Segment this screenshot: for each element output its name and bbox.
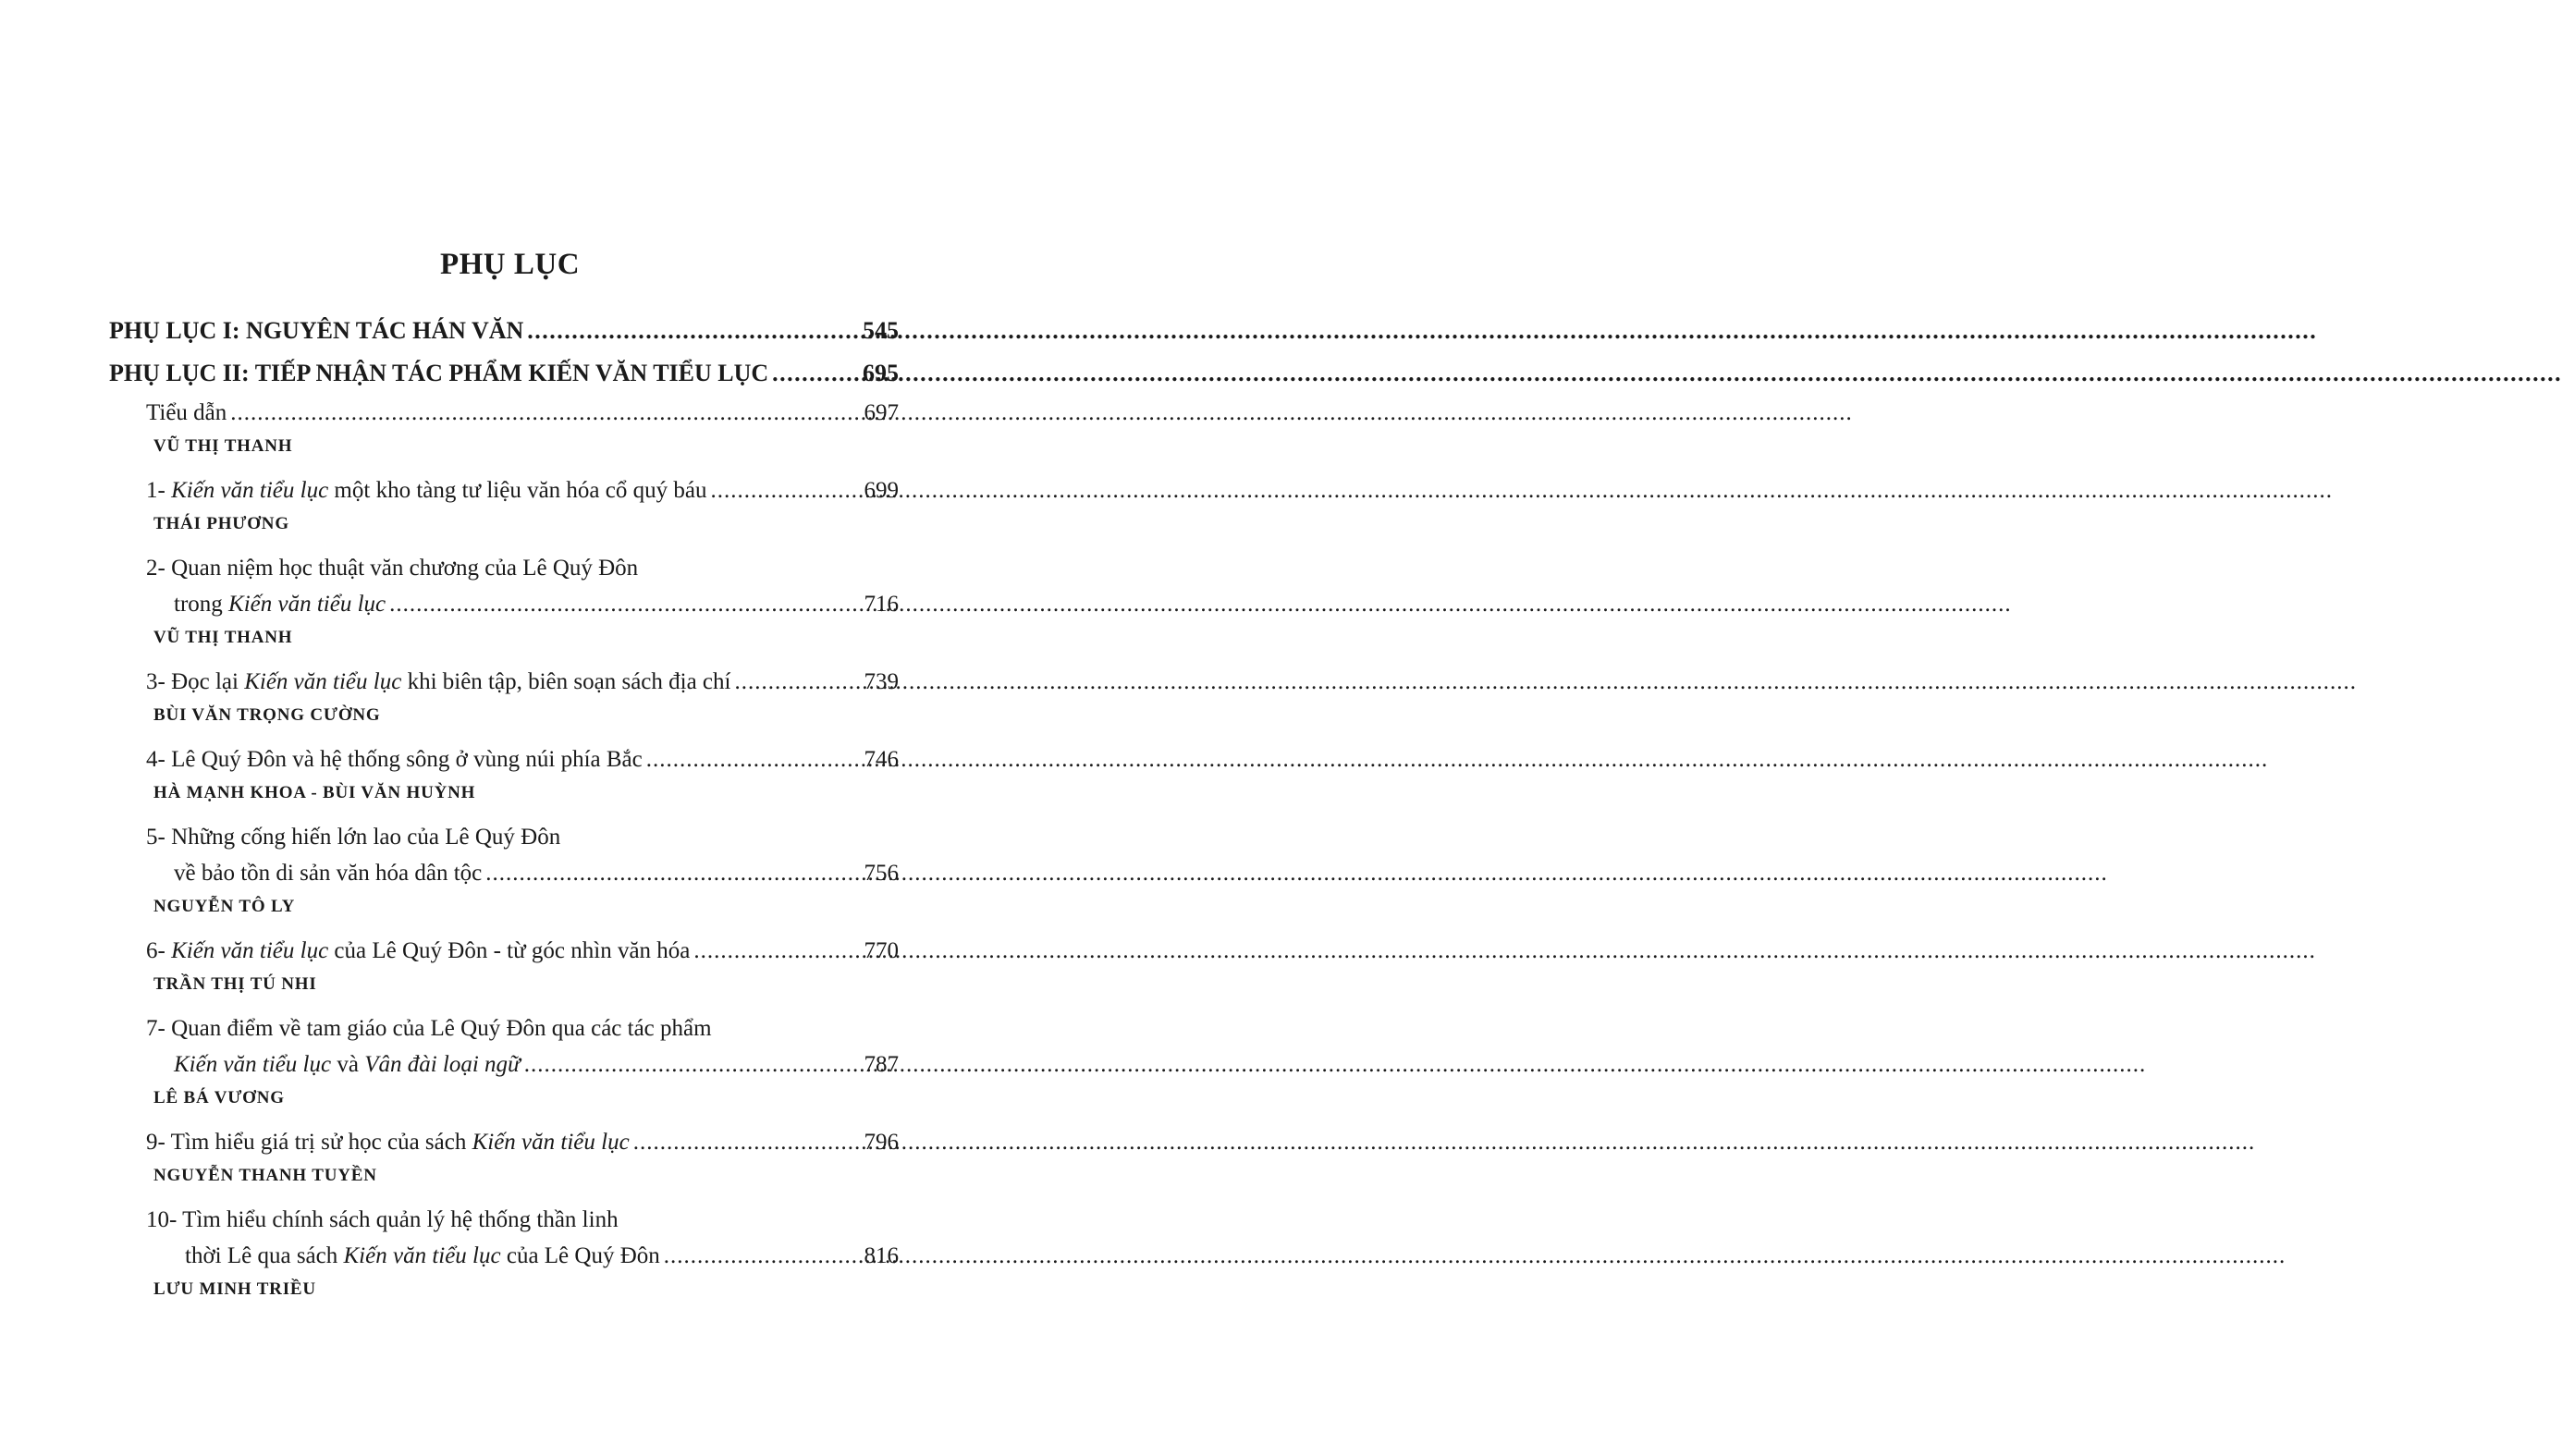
toc-entry-title: 1- Kiến văn tiểu lục một kho tàng tư liệu văn hóa cổ quý báu: [146, 478, 707, 503]
toc-entry-title-cont: Kiến văn tiểu lục và Vân đài loại ngữ: [174, 1052, 521, 1077]
toc-entry-continued[interactable]: [109, 1238, 899, 1274]
author-name: THÁI PHƯƠNG: [153, 514, 289, 533]
author-name: LÊ BÁ VƯƠNG: [153, 1088, 285, 1107]
toc-part-label: PHỤ LỤC I: NGUYÊN TÁC HÁN VĂN: [109, 317, 524, 344]
page-number: 756: [864, 861, 899, 886]
dot-leader: [772, 352, 859, 395]
dot-leader: [524, 1046, 861, 1083]
toc-entry-title: 9- Tìm hiểu giá trị sử học của sách Kiến văn tiểu lục: [146, 1130, 630, 1155]
toc-entry[interactable]: [109, 1202, 899, 1238]
dot-leader: [633, 1124, 861, 1160]
toc-entry-title: 4- Lê Quý Đôn và hệ thống sông ở vùng núi phía Bắc: [146, 747, 643, 772]
toc-entry-continued[interactable]: [109, 855, 899, 891]
author-name: NGUYỄN THANH TUYỀN: [153, 1166, 377, 1185]
page-number: 545: [863, 317, 899, 344]
author-name: NGUYỄN TÔ LY: [153, 897, 296, 916]
toc-entry[interactable]: [109, 664, 899, 700]
dot-leader: [734, 664, 860, 700]
dot-leader: [693, 933, 860, 969]
dot-leader: [664, 1238, 861, 1274]
toc-part-label: PHỤ LỤC II: TIẾP NHẬN TÁC PHẨM KIẾN VĂN TIỂU LỤC: [109, 360, 769, 386]
toc-entry-continued[interactable]: [109, 1046, 899, 1083]
author-name: VŨ THỊ THANH: [153, 628, 293, 647]
toc-entry-continued[interactable]: [109, 586, 899, 622]
toc-entry-title: 3- Đọc lại Kiến văn tiểu lục khi biên tập, biên soạn sách địa chí: [146, 669, 731, 694]
toc-entry-title: 5- Những cống hiến lớn lao của Lê Quý Đôn: [146, 825, 561, 850]
page-number: 697: [864, 400, 899, 425]
page-title: PHỤ LỤC: [439, 248, 581, 281]
dot-leader: [389, 586, 860, 622]
toc-entry-title-cont: trong Kiến văn tiểu lục: [174, 592, 386, 617]
dot-leader: [646, 741, 861, 777]
author-name: VŨ THỊ THANH: [153, 436, 293, 456]
page-number: 739: [864, 669, 899, 694]
dot-leader: [527, 310, 859, 352]
toc-part-2[interactable]: [109, 352, 899, 395]
page-number: 695: [863, 360, 899, 386]
page-number: 699: [864, 478, 899, 503]
toc-entry-title-cont: về bảo tồn di sản văn hóa dân tộc: [174, 861, 483, 886]
author-name: TRẦN THỊ TÚ NHI: [153, 974, 317, 994]
page-number: 746: [864, 747, 899, 772]
toc-entry-title-cont: thời Lê qua sách Kiến văn tiểu lục của Lê Quý Đôn: [185, 1243, 660, 1268]
dot-leader: [485, 855, 860, 891]
toc-entry-title: 7- Quan điểm về tam giáo của Lê Quý Đôn qua các tác phẩm: [146, 1016, 712, 1041]
dot-leader: [230, 395, 860, 431]
toc-entry-title: 10- Tìm hiểu chính sách quản lý hệ thống thần linh: [146, 1207, 619, 1232]
page-number: 787: [864, 1052, 899, 1077]
table-of-contents: [109, 310, 899, 1315]
toc-entry[interactable]: [109, 1124, 899, 1160]
toc-entry-title: 6- Kiến văn tiểu lục của Lê Quý Đôn - từ góc nhìn văn hóa: [146, 938, 691, 963]
toc-entry-intro[interactable]: [109, 395, 899, 431]
toc-entry[interactable]: [109, 472, 899, 508]
toc-part-1[interactable]: [109, 310, 899, 352]
toc-entry[interactable]: [109, 550, 899, 586]
dot-leader: [710, 472, 860, 508]
toc-entry-title: Tiểu dẫn: [146, 400, 227, 425]
page-number: 770: [864, 938, 899, 963]
page-number: 796: [864, 1130, 899, 1155]
toc-entry[interactable]: [109, 933, 899, 969]
author-name: BÙI VĂN TRỌNG CƯỜNG: [153, 705, 381, 725]
toc-entry[interactable]: [109, 819, 899, 855]
toc-entry[interactable]: [109, 741, 899, 777]
toc-entry[interactable]: [109, 1010, 899, 1046]
toc-entry-title: 2- Quan niệm học thuật văn chương của Lê Quý Đôn: [146, 556, 639, 581]
author-name: LƯU MINH TRIỀU: [153, 1279, 316, 1299]
author-name: HÀ MẠNH KHOA - BÙI VĂN HUỲNH: [153, 783, 476, 802]
page-number: 716: [864, 592, 899, 617]
page-number: 816: [864, 1243, 899, 1268]
